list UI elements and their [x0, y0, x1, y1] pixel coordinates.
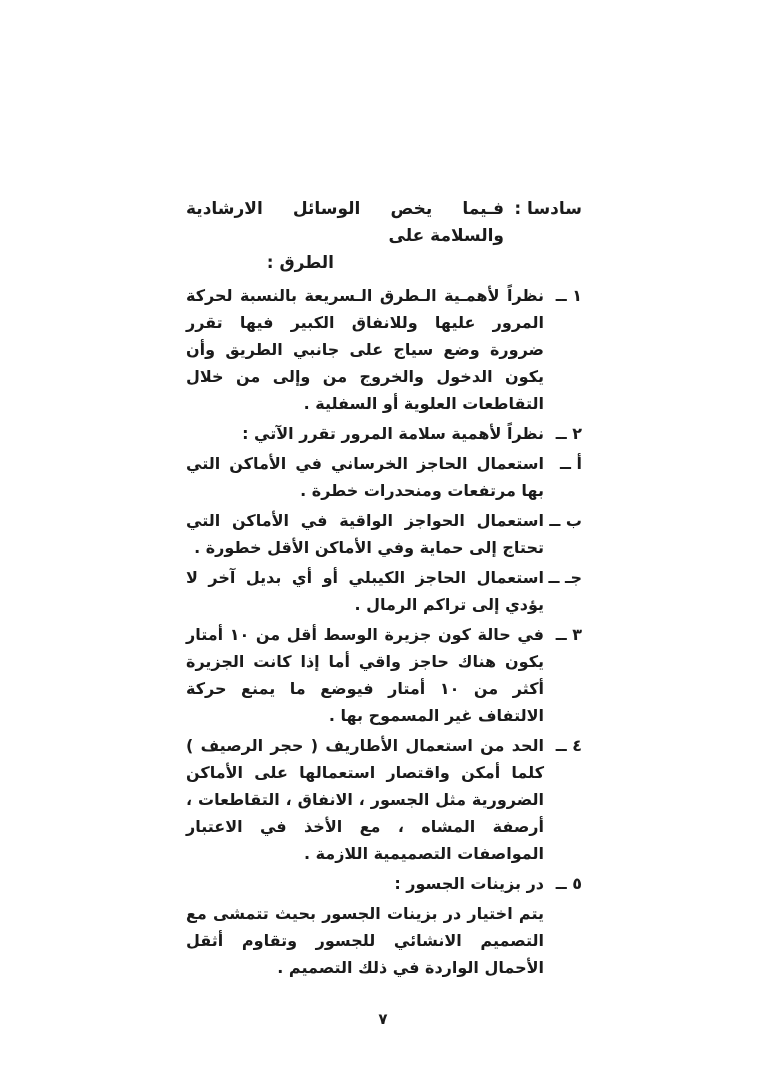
- list-item-4: [186, 732, 582, 867]
- list-item-5: [186, 870, 582, 897]
- section-heading-continuation: الطرق :: [266, 253, 334, 273]
- item-marker: أ ــ: [560, 454, 582, 473]
- item-text: استعمال الحواجز الواقية في الأماكن التي تحتاج إلى حماية وفي الأماكن الأقل خطورة .: [186, 511, 544, 557]
- item-marker: ب ــ: [549, 511, 582, 530]
- page-number: ٧: [378, 1010, 388, 1028]
- list-item-3: [186, 621, 582, 729]
- item-text: الحد من استعمال الأطاريف ( حجر الرصيف ) كلما أمكن واقتصار استعمالها على الأماكن الضرورية مثل الجسور ، الانفاق ، التقاطعات ، أرصفة المشاه ، مع الأخذ في الاعتبار المواصفات التصميمية اللازمة .: [186, 736, 544, 863]
- list-item-2c: [186, 564, 582, 618]
- list-item-1: [186, 282, 582, 417]
- section-heading-label: سادسا :: [514, 199, 582, 219]
- list-item-2a: [186, 450, 582, 504]
- item-text: نظراً لأهمـية الـطرق الـسريعة بالنسبة لحركة المرور عليها وللانفاق الكبير فيها تقرر ضرورة وضع سياج على جانبي الطريق وأن يكون الدخول والخروج من وإلى من خلال التقاطعات العلوية أو السفلية .: [186, 286, 544, 413]
- item-text: استعمال الحاجز الكيبلي أو أي بديل آخر لا يؤدي إلى تراكم الرمال .: [186, 568, 544, 614]
- closing-paragraph: يتم اختيار در بزينات الجسور بحيث تتمشى مع التصميم الانشائي للجسور وتقاوم أثقل الأحمال الواردة في ذلك التصميم .: [186, 904, 544, 977]
- item-text: در بزينات الجسور :: [394, 874, 544, 893]
- item-marker: ١ ــ: [555, 286, 582, 305]
- item-text: استعمال الحاجز الخرساني في الأماكن التي بها مرتفعات ومنحدرات خطرة .: [186, 454, 544, 500]
- item-marker: ٥ ــ: [555, 874, 582, 893]
- section-heading-text: فـيما يخص الوسائل الارشادية والسلامة على: [186, 199, 504, 246]
- item-marker: ٢ ــ: [555, 424, 582, 443]
- item-marker: ٣ ــ: [555, 625, 582, 644]
- list-item-2b: [186, 507, 582, 561]
- section-heading: [186, 196, 582, 250]
- list-item-2: [186, 420, 582, 447]
- item-text: في حالة كون جزيرة الوسط أقل من ١٠ أمتار يكون هناك حاجز واقي أما إذا كانت الجزيرة أكثر من ١٠ أمتار فيوضع ما يمنع حركة الالتفاف غير المسموح بها .: [186, 625, 544, 725]
- item-text: نظراً لأهمية سلامة المرور تقرر الآتي :: [242, 424, 544, 443]
- document-body: [186, 196, 582, 981]
- item-marker: جـ ــ: [548, 568, 582, 587]
- item-marker: ٤ ــ: [555, 736, 582, 755]
